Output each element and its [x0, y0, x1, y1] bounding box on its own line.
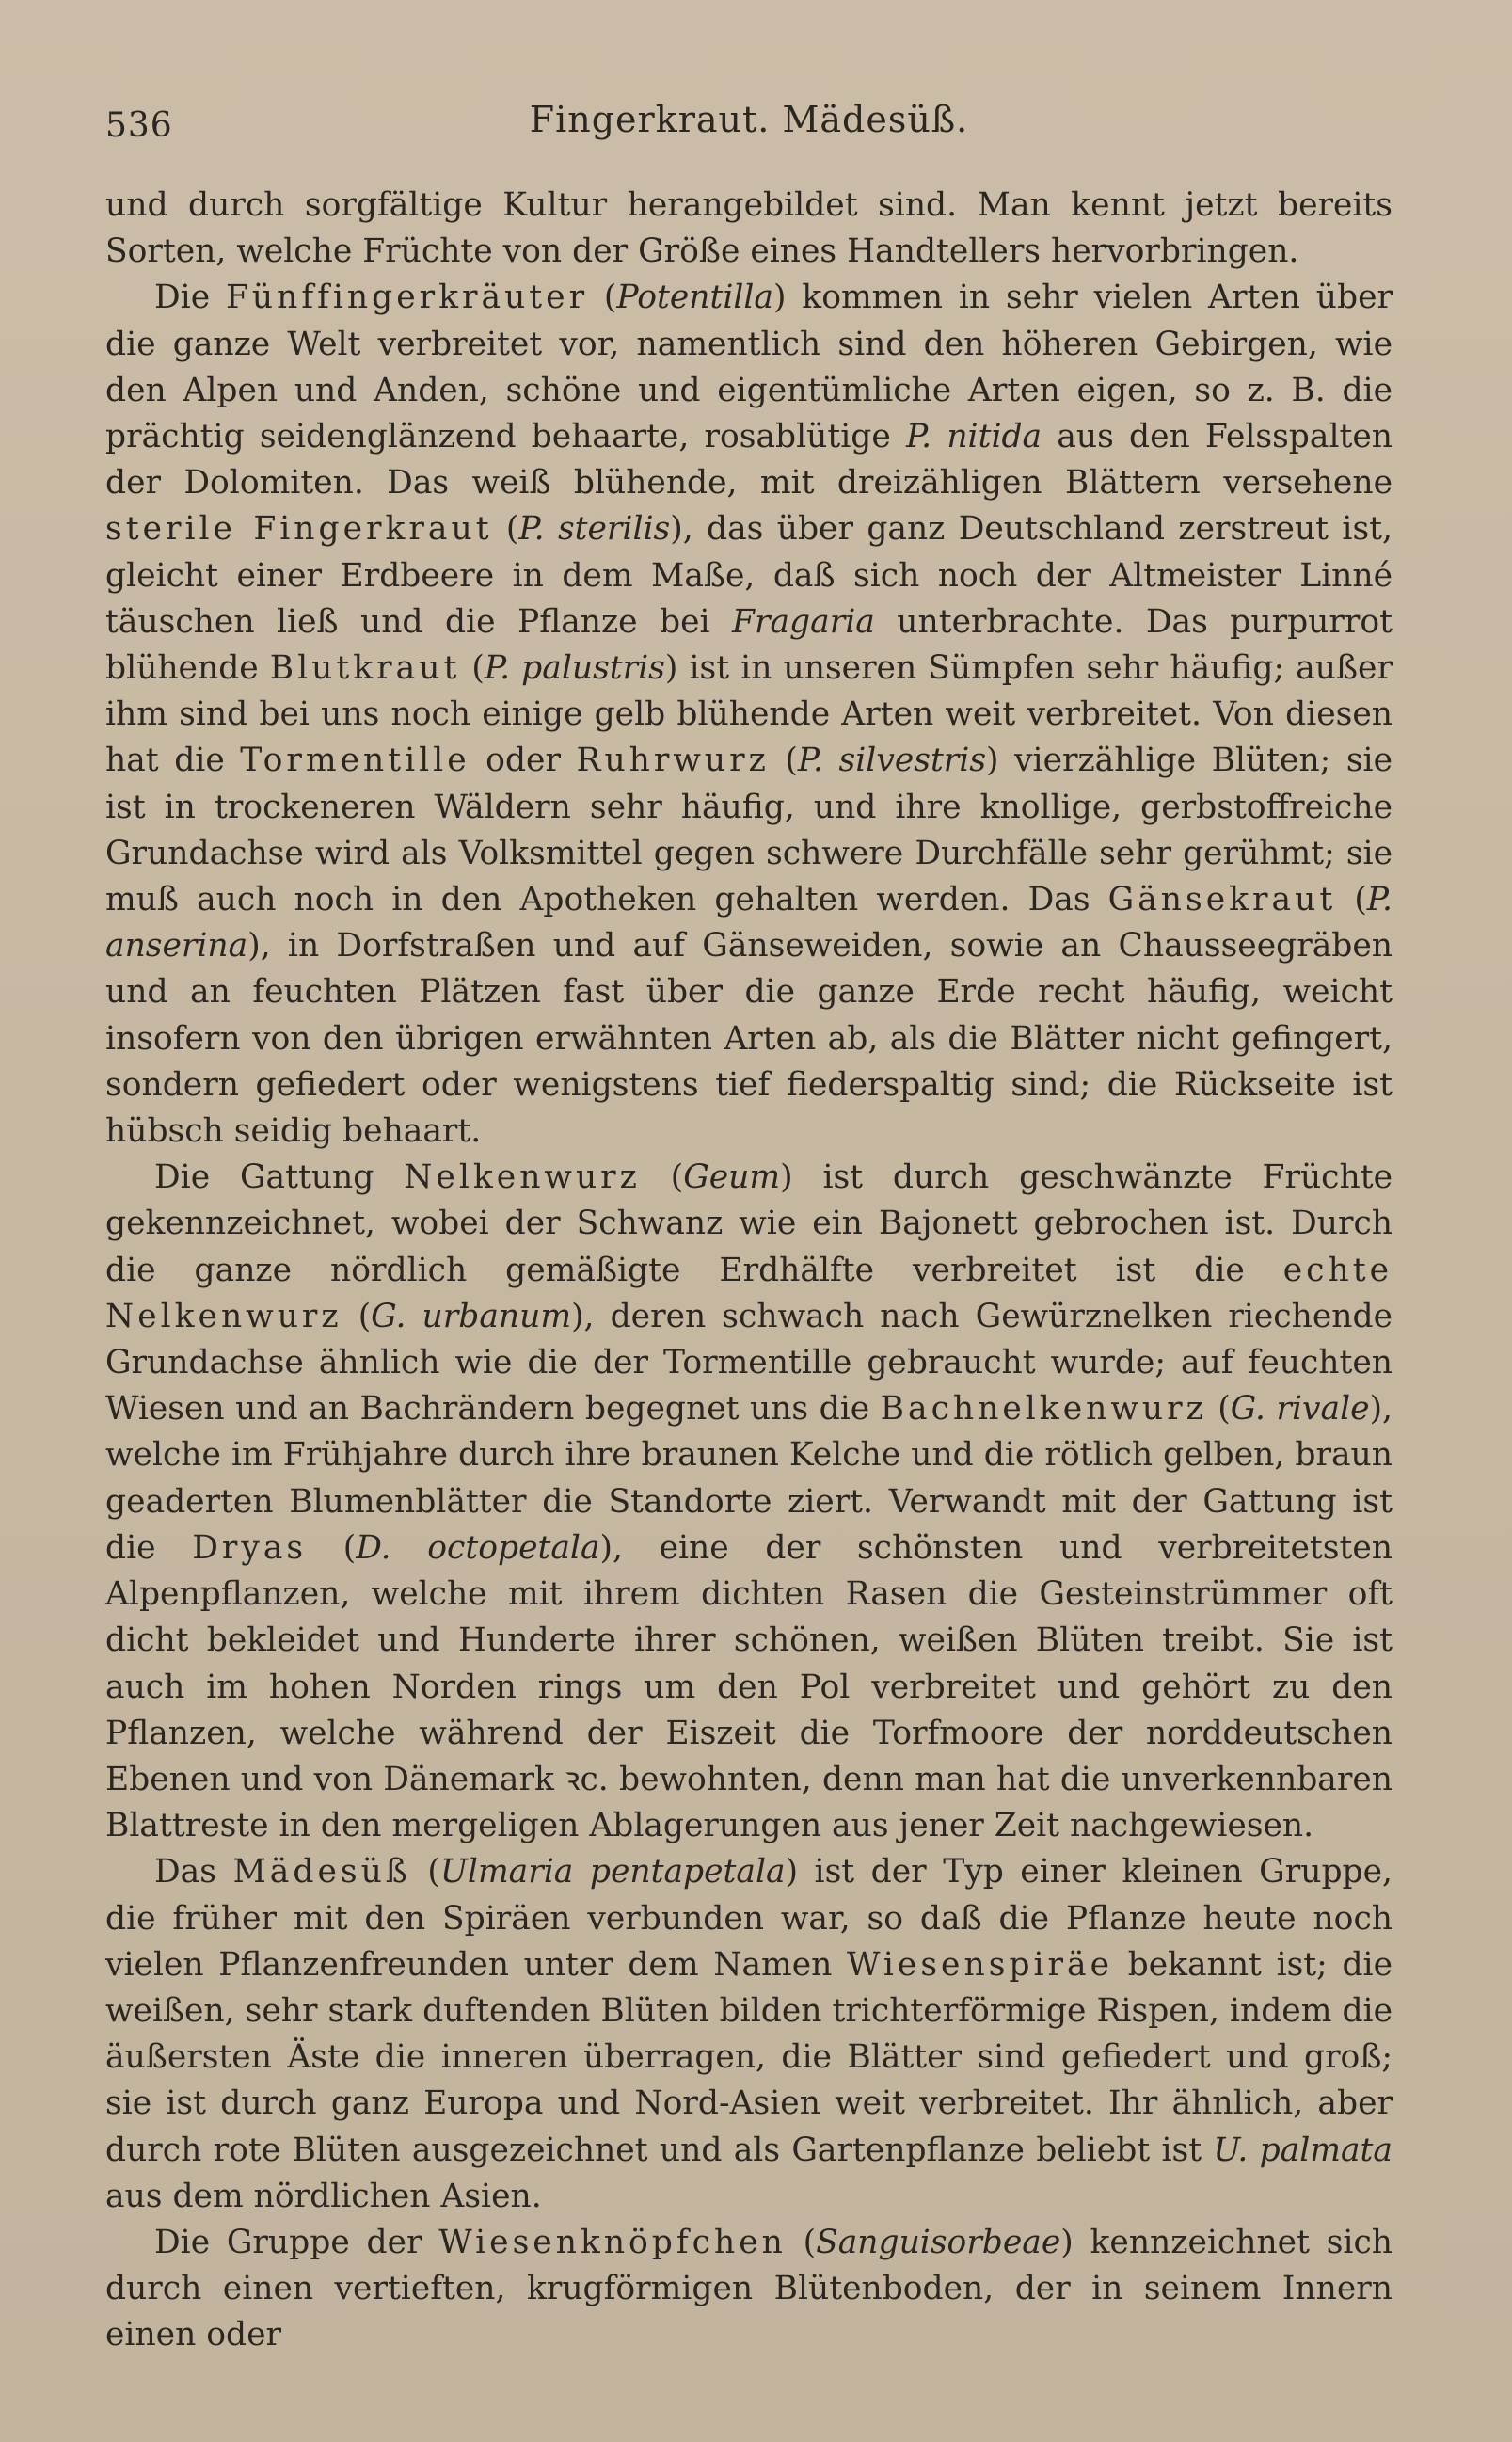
body-text: [105, 183, 1393, 2359]
latin-name: P. sterilis: [518, 510, 671, 549]
text-run: (: [769, 742, 798, 780]
text-run: (: [492, 510, 519, 549]
text-run: ), deren schwach nach Gewürznelken riechende Grundachse ähnlich wie die der Tormentille gebraucht wurde; auf feuchten Wiesen und an Bachrändern begegnet uns die: [105, 1297, 1393, 1428]
text-run: ), eine der schönsten und verbreitetsten Alpenpflanzen, welche mit ihrem dichten Rasen die Gesteinstrümmer oft dicht bekleidet und Hunderte ihrer schönen, weißen Blüten treibt. Sie ist auch im hohen Norden rings um den Pol verbreitet und gehört zu den Pflanzen, welche während der Eiszeit die Torfmoore der norddeutschen Ebenen und von Dänemark ꝛc. bewohnten, denn man hat die unverkennbaren Blattreste in den mergeligen Ablagerungen aus jener Zeit nachgewiesen.: [105, 1528, 1393, 1845]
text-run: (: [410, 1853, 440, 1891]
text-run: bekannt ist; die weißen, sehr stark duftenden Blüten bilden trichterförmige Rispen, indem die äußersten Äste die inneren überragen, die Blätter sind gefiedert und groß; sie ist durch ganz Europa und Nord-Asien weit verbreitet. Ihr ähnlich, aber durch rote Blüten ausgezeichnet und als Gartenpflanze beliebt ist: [105, 1945, 1393, 2169]
emphasized-term: Wiesenknöpfchen: [438, 2223, 787, 2261]
emphasized-term: Bachnelkenwurz: [880, 1390, 1207, 1428]
emphasized-term: Wiesenspiräe: [847, 1945, 1113, 1984]
latin-name: Ulmaria pentapetala: [439, 1853, 786, 1891]
latin-name: G. urbanum: [371, 1297, 572, 1335]
paragraph: [105, 1155, 1393, 1849]
page-header: [105, 99, 1393, 155]
text-run: ), in Dorfstraßen und auf Gänseweiden, sowie an Chausseegräben und an feuchten Plätzen fast über die ganze Erde recht häufig, weicht insofern von den übrigen erwähnten Arten ab, als die Blätter nicht gefingert, sondern gefiedert oder wenigstens tief fiederspaltig sind; die Rückseite ist hübsch seidig behaart.: [105, 927, 1393, 1151]
latin-name: U. palmata: [1213, 2131, 1393, 2169]
latin-name: P. anserina: [105, 881, 1393, 966]
latin-name: Geum: [683, 1158, 781, 1197]
text-run: (: [342, 1297, 372, 1335]
page-number: 536: [105, 106, 173, 145]
text-run: aus dem nördlichen Asien.: [105, 2177, 542, 2215]
text-run: Das: [154, 1853, 233, 1891]
emphasized-term: Blutkraut: [269, 649, 461, 688]
emphasized-term: Ruhrwurz: [576, 742, 770, 780]
text-run: (: [588, 279, 617, 317]
text-run: ) kommen in sehr vielen Arten über die ganze Welt verbreitet vor, namentlich sind den höheren Gebirgen, wie den Alpen und Anden, schöne und eigentümliche Arten eigen, so z. B. die prächtig seidenglänzend behaarte, rosablütige: [105, 279, 1393, 456]
latin-name: Fragaria: [732, 602, 875, 641]
text-run: und durch sorgfältige Kultur herangebildet sind. Man kennt jetzt bereits Sorten, welche Früchte von der Größe eines Handtellers hervorbringen.: [105, 186, 1393, 271]
paragraph: [105, 275, 1393, 1155]
text-run: ), welche im Frühjahre durch ihre braunen Kelche und die rötlich gelben, braun geaderten Blumenblätter die Standorte ziert. Verwandt mit der Gattung ist die: [105, 1390, 1393, 1567]
text-run: (: [307, 1528, 357, 1567]
latin-name: Sanguisorbeae: [816, 2223, 1061, 2261]
paragraph: [105, 1849, 1393, 2220]
text-run: Die Gruppe der: [154, 2223, 439, 2261]
latin-name: Potentilla: [616, 279, 773, 317]
text-run: ), das über ganz Deutschland zerstreut ist, gleicht einer Erdbeere in dem Maße, daß sich noch der Altmeister Linné täuschen ließ und die Pflanze bei: [105, 510, 1393, 641]
latin-name: P. palustris: [484, 649, 665, 688]
text-run: unterbrachte. Das purpurrot blühende: [105, 602, 1393, 688]
text-run: oder: [470, 742, 577, 780]
emphasized-term: Mädesüß: [232, 1853, 411, 1891]
emphasized-term: Nelkenwurz: [404, 1158, 641, 1197]
latin-name: G. rivale: [1230, 1390, 1370, 1428]
text-run: (: [786, 2223, 817, 2261]
text-run: (: [460, 649, 485, 688]
emphasized-term: Gänsekraut: [1107, 881, 1337, 919]
running-title: Fingerkraut. Mädesüß.: [529, 99, 969, 140]
text-run: ) vierzählige Blüten; sie ist in trockeneren Wäldern sehr häufig, und ihre knollige, gerbstoffreiche Grundachse wird als Volksmittel gegen schwere Durchfälle sehr gerühmt; sie muß auch noch in den Apotheken gehalten werden. Das: [105, 742, 1393, 919]
emphasized-term: Tormentille: [240, 742, 470, 780]
text-run: (: [1206, 1390, 1231, 1428]
text-run: ) ist der Typ einer kleinen Gruppe, die früher mit den Spiräen verbunden war, so daß die Pflanze heute noch vielen Pflanzenfreunden unter dem Namen: [105, 1853, 1393, 1984]
emphasized-term: Dryas: [192, 1528, 308, 1567]
text-run: ) ist durch geschwänzte Früchte gekennzeichnet, wobei der Schwanz wie ein Bajonett gebrochen ist. Durch die ganze nördlich gemäßigte Erdhälfte verbreitet ist die: [105, 1158, 1393, 1289]
text-run: ) ist in unseren Sümpfen sehr häufig; außer ihm sind bei uns noch einige gelb blühende Arten weit verbreitet. Von diesen hat die: [105, 649, 1393, 780]
emphasized-term: echte Nelkenwurz: [105, 1251, 1393, 1335]
text-run: Die Gattung: [154, 1158, 405, 1197]
text-run: ) kennzeichnet sich durch einen vertieften, krugförmigen Blütenboden, der in seinem Innern einen oder: [105, 2223, 1393, 2354]
text-run: aus den Felsspalten der Dolomiten. Das weiß blühende, mit dreizähligen Blättern versehene: [105, 418, 1393, 503]
latin-name: P. nitida: [905, 418, 1042, 456]
latin-name: P. silvestris: [797, 742, 987, 780]
emphasized-term: Fünffingerkräuter: [225, 279, 589, 317]
text-run: Die: [154, 279, 226, 317]
latin-name: D. octopetala: [356, 1528, 600, 1567]
paragraph: [105, 183, 1393, 275]
emphasized-term: sterile Fingerkraut: [105, 510, 493, 549]
paragraph: [105, 2220, 1393, 2359]
text-run: (: [640, 1158, 684, 1197]
text-run: (: [1336, 881, 1367, 919]
